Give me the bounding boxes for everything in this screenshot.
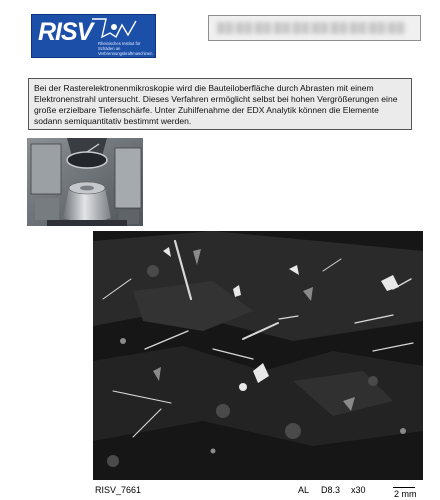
description-text: Bei der Rasterelektronenmikroskopie wird die Bauteiloberfläche durch Abrasten mit einem Elektronenstrahl untersucht. Dieses Verfahren ermöglicht selbst bei hohen Vergrößerungen eine große erzielbare Tiefenschärfe. Unter Zuhilfenahme der EDX Analytik können die Elemente sodann semiquantitativ bestimmt werden. (34, 83, 398, 126)
redacted-field (208, 15, 421, 41)
risv-logo (31, 14, 156, 58)
image-id: RISV_7661 (95, 485, 142, 495)
scale-bar-line (393, 487, 415, 488)
logo-subtitle: Rheinisches Institut für Schäden an Verbrennungskraftmaschinen (98, 41, 153, 56)
redacted-text (217, 22, 407, 34)
sem-chamber-photo (27, 138, 143, 226)
description-box (28, 78, 412, 130)
logo-text: RISV (38, 18, 93, 46)
magnification: x30 (351, 485, 366, 495)
micrograph-info-bar (93, 480, 423, 500)
scale-value: 2 mm (394, 489, 417, 499)
working-distance: D8.3 (321, 485, 341, 495)
detector-label: AL (298, 485, 310, 495)
sem-micrograph (93, 231, 423, 480)
